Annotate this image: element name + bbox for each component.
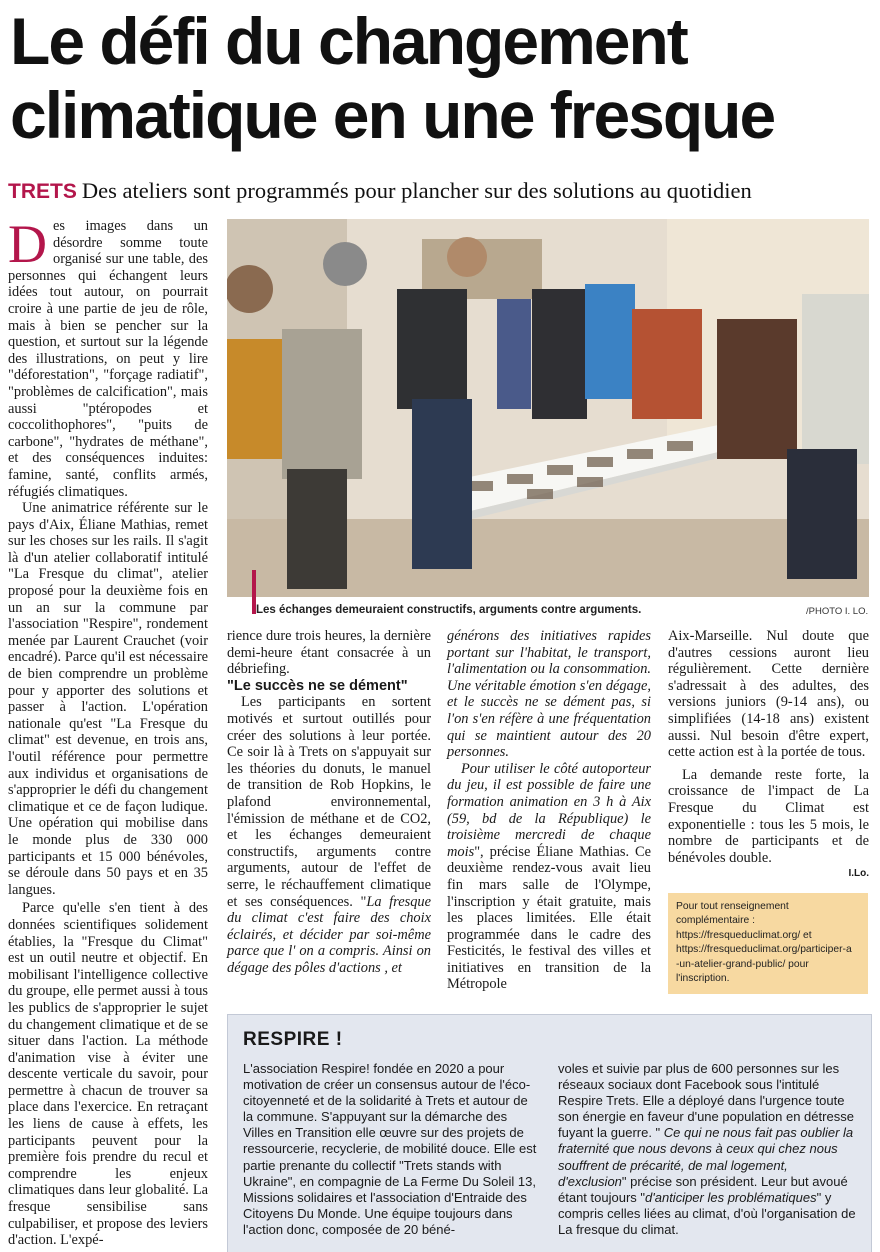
drop-cap: D bbox=[8, 214, 47, 274]
subheadline bbox=[8, 178, 878, 205]
paragraph: Les participants en sortent motivés et surtout outillés pour créer des solutions à leur portée. Ce soir là à Trets on s'appuyait sur les théories du donuts, le manuel de transition de Rob Hopkins, le plafond environnemental, l'émission de méthane et de CO2, et les échanges demeuraient constructifs, arguments contre arguments, autour de l'effet de serre, le réchauffement climatique et ses conséquences. "La fresque du climat c'est faire des choix éclairés, et décider par soi-même parce que l' on a compris. Ainsi on dégage des pôles d'actions , et bbox=[227, 694, 431, 976]
sidebar-title: RESPIRE ! bbox=[243, 1029, 343, 1050]
sidebar-column-right: voles et suivie par plus de 600 personnes sur les réseaux sociaux dont Facebook sous l'intitulé Respire Trets. Elle a déployé dans l'urgence toute son énergie en faveur d'une population en détresse fuyant la guerre. " Ce qui ne nous fait pas oublier la fraternité que nous devons à ceux qui chez nous souffrent de précarité, de mal logement, d'exclusion" précise son président. Leur but avoué étant toujours "d'anticiper les problématiques" y compris celles liées au climat, d'où l'organisation de La fresque du climat. bbox=[558, 1061, 856, 1237]
paragraph: Une animatrice référente sur le pays d'Aix, Éliane Mathias, remet sur les choses sur les rails. Il s'agit là d'un atelier collaboratif intitulé "La Fresque du climat", atelier proposé pour la deuxième fois en un an sur la commune par l'association "Respire", rondement menée par Laurent Crauchet (voir encadré). Parce qu'il est nécessaire de bien comprendre un problème pour y apporter des solutions et passer à l'action. L'opération nationale qu'est "La Fresque du climat" est devenue, en trois ans, l'outil référence pour permettre aux individus et organisations de s'approprier le défi du changement climatique et ce de façon ludique. Une opération qui mobilise dans le monde plus de 330 000 participants et 15 000 bénévoles, se déroule dans 50 pays et en 35 langues. bbox=[8, 500, 208, 898]
registration-link[interactable]: https://fresqueduclimat.org/participer-a bbox=[676, 944, 852, 956]
headline-line-1: Le défi du changement bbox=[10, 4, 687, 78]
headline bbox=[10, 4, 872, 152]
photo-scene-illustration bbox=[227, 219, 869, 597]
author-signature: I.Lo. bbox=[848, 868, 869, 880]
respire-sidebar bbox=[227, 1014, 872, 1252]
headline-line-2: climatique en une fresque bbox=[10, 78, 775, 152]
article-column-1 bbox=[8, 214, 208, 1249]
photo-caption: Les échanges demeuraient constructifs, arguments contre arguments. bbox=[256, 604, 642, 616]
paragraph: Aix-Marseille. Nul doute que d'autres cessions auront lieu régulièrement. Cette dernière s'adressait à des adultes, des versions juniors (9-14 ans), ou simplifiées (14-18 ans) existent aussi. Nul besoin d'être expert, cette action est à la portée de tous. bbox=[668, 628, 869, 761]
subtitle: Des ateliers sont programmés pour plancher sur des solutions au quotidien bbox=[81, 178, 752, 203]
article-column-3 bbox=[447, 628, 651, 993]
website-link[interactable]: https://fresqueduclimat.org/ et bbox=[676, 929, 812, 941]
article-column-4 bbox=[668, 628, 869, 883]
info-box: Pour tout renseignement complémentaire : https://fresqueduclimat.org/ et https://fresqueduclimat.org/participer-a -un-atelier-grand-public/ pour l'inscription. bbox=[668, 893, 868, 994]
paragraph: générons des initiatives rapides portant sur l'habitat, le transport, l'alimentation ou la consommation. Une véritable émotion s'en dégage, et le succès ne se dément pas, si l'on s'en réfère à une fréquentation qui se maintient autour des 20 personnes. bbox=[447, 628, 651, 761]
paragraph: Parce qu'elle s'en tient à des données scientifiques solidement établies, la "Fresque du Climat" est un outil neutre et objectif. En mobilisant l'intelligence collective du groupe, elle permet aussi à tous les publics de s'approprier le sujet du changement climatique et de se situer dans l'action. La méthode d'animation vise à éviter une descente verticale du savoir, pour permettre à chacun de trouver sa place dans l'exercice. En retraçant les liens de cause à effets, les participants peuvent pour la première fois prendre du recul et comprendre les enjeux climatiques dans leur globalité. La fresque sensibilise sans culpabiliser, et propose des leviers d'action. L'expé- bbox=[8, 900, 208, 1249]
kicker-location: TRETS bbox=[8, 180, 77, 203]
lead-paragraph: Des images dans un désordre somme toute organisé sur une table, des personnes qui échangent leurs idées tout autour, on pourrait croire à une partie de jeu de rôle, mais à bien se pencher sur la question, et surtout sur la légende des illustrations, on peut y lire "déforestation", "forçage radiatif", "problèmes de calcification", mais aussi "ptéropodes et coccolithophores", "puits de carbone", "hydrates de méthane", et des conséquences induites: famine, santé, conflits armés, réfugiés climatiques. bbox=[8, 214, 208, 500]
paragraph: Pour utiliser le côté autoporteur du jeu, il est possible de faire une formation animation en 3 h à Aix (59, bd de la République) le troisième mercredi de chaque mois", précise Éliane Mathias. Ce deuxième rendez-vous avait lieu fin mars salle de l'Olympe, l'inscription y était gratuite, mais les places limitées. Elle était programmée dans le cadre des Festicités, le festival des villes et initiatives en transition de la Métropole bbox=[447, 760, 651, 993]
photo-credit: /PHOTO I. LO. bbox=[806, 606, 869, 617]
paragraph: rience dure trois heures, la dernière demi-heure étant consacrée à un débriefing. bbox=[227, 628, 431, 678]
article-column-2 bbox=[227, 628, 431, 976]
intertitle: "Le succès ne se dément" bbox=[227, 677, 408, 694]
paragraph: La demande reste forte, la croissance de l'impact de La Fresque du Climat est exponentielle : tous les 5 mois, le nombre de participants et de bénévoles double. bbox=[668, 766, 869, 866]
sidebar-column-left: L'association Respire! fondée en 2020 a pour motivation de créer un consensus autour de l'éco-citoyenneté et de la solidarité à Trets et autour de la commune. S'appuyant sur la démarche des Villes en Transition elle œuvre sur des projets de ressourcerie, recyclerie, de mobilité douce. Elle est partie prenante du collectif "Trets stands with Ukraine", en compagnie de La Ferme Du Soleil 13, Missions solidaires et l'association d'Entraide des Citoyens Du Monde. Une équipe toujours dans l'action donc, composée de 20 béné- bbox=[243, 1061, 537, 1237]
article-photo bbox=[227, 219, 869, 597]
